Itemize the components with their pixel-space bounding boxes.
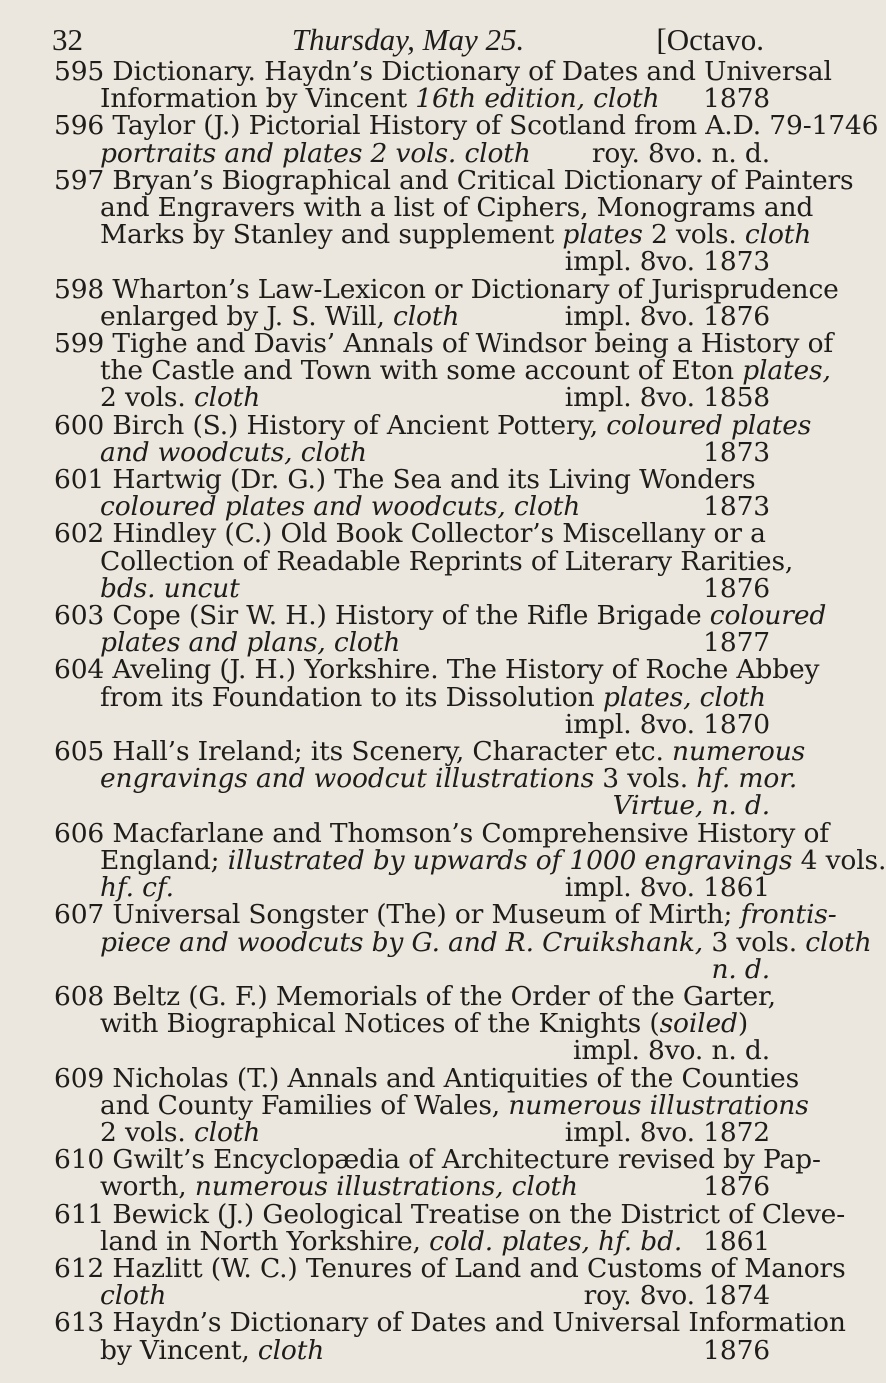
- lot-title: Aveling (J. H.) Yorkshire. The History of Roche Abbey: [112, 654, 820, 686]
- lot-title: Hazlitt (W. C.) Tenures of Land and Customs of Manors: [112, 1252, 846, 1284]
- lot-list: [54, 56, 886, 1366]
- lot-title: Birch (S.) History of Ancient Pottery,: [112, 409, 607, 441]
- lot-title: Beltz (G. F.) Memorials of the Order of the Garter,: [112, 980, 776, 1012]
- lot-text: by Vincent,: [100, 1334, 258, 1366]
- lot-entry: [54, 1062, 809, 1148]
- lot-entry: [54, 273, 839, 332]
- lot-description: portraits and plates 2 vols. cloth: [100, 137, 531, 169]
- lot-title: Universal Songster (The) or Museum of Mirth;: [112, 899, 741, 931]
- lot-description: plates, cloth: [602, 681, 766, 713]
- lot-entry: [54, 654, 820, 740]
- lot-date: 1878: [703, 83, 770, 115]
- lot-title: Taylor (J.) Pictorial History of Scotland from A.D. 79-1746: [112, 110, 879, 142]
- page-number: 32: [52, 22, 83, 57]
- lot-number: 603: [54, 600, 105, 632]
- lot-description: coloured: [709, 600, 827, 632]
- lot-description: and woodcuts, cloth: [100, 436, 367, 468]
- book-format: [Octavo.: [656, 22, 764, 57]
- lot-binding: cloth: [257, 1334, 325, 1366]
- lot-date: impl. 8vo. 1870: [564, 708, 770, 740]
- lot-text: Collection of Readable Reprints of Literary Rarities,: [100, 545, 794, 577]
- lot-number: 595: [54, 56, 105, 87]
- lot-date: roy. 8vo. 1874: [583, 1280, 770, 1312]
- lot-text: with Biographical Notices of the Knights (: [100, 1008, 660, 1040]
- lot-title: Hindley (C.) Old Book Collector’s Miscellany or a: [112, 518, 766, 550]
- lot-text: 3 vols.: [594, 763, 697, 795]
- lot-entry: [54, 56, 832, 115]
- lot-date: impl. 8vo. n. d.: [573, 1035, 770, 1067]
- lot-text: the Castle and Town with some account of Eton: [100, 355, 743, 387]
- lot-title: Tighe and Davis’ Annals of Windsor being a History of: [112, 328, 834, 360]
- lot-entry: [54, 164, 854, 278]
- lot-title: Bewick (J.) Geological Treatise on the District of Cleve-: [112, 1198, 845, 1230]
- lot-text: 2 vols.: [642, 219, 745, 251]
- sale-date: Thursday, May 25.: [291, 22, 525, 57]
- lot-text: worth,: [100, 1171, 195, 1203]
- lot-entry: [54, 899, 872, 985]
- lot-entry: [54, 736, 806, 822]
- lot-title: Hall’s Ireland; its Scenery, Character etc.: [112, 736, 673, 768]
- lot-entry: [54, 518, 794, 604]
- lot-binding: hf. cf.: [100, 872, 174, 904]
- lot-date: 1876: [703, 572, 770, 604]
- lot-description: plates,: [742, 355, 831, 387]
- lot-entry: [54, 817, 886, 904]
- lot-text: 2 vols.: [100, 382, 194, 414]
- lot-number: 600: [54, 409, 105, 441]
- lot-text: 4 vols.: [792, 844, 886, 876]
- lot-date: impl. 8vo. 1872: [564, 1116, 770, 1148]
- lot-title: Macfarlane and Thomson’s Comprehensive History of: [112, 817, 829, 849]
- lot-title: Bryan’s Biographical and Critical Dictionary of Painters: [112, 164, 854, 196]
- lot-date: 1876: [703, 1334, 770, 1366]
- lot-number: 596: [54, 110, 105, 142]
- lot-date: impl. 8vo. 1858: [564, 382, 770, 414]
- lot-entry: [54, 464, 770, 523]
- lot-binding: cloth: [805, 926, 872, 958]
- lot-binding: cloth: [100, 1280, 167, 1312]
- lot-description: plates and plans, cloth: [100, 627, 401, 659]
- lot-text: from its Foundation to its Dissolution: [100, 681, 603, 713]
- lot-publisher: Virtue, n. d.: [612, 790, 770, 822]
- lot-title: Wharton’s Law-Lexicon or Dictionary of Jurisprudence: [112, 273, 839, 305]
- lot-description: cold. plates, hf. bd.: [429, 1225, 683, 1257]
- lot-text: Marks by Stanley and supplement: [100, 219, 563, 251]
- lot-text: Information by Vincent: [100, 83, 416, 115]
- lot-text: England;: [100, 844, 228, 876]
- lot-entry: [54, 600, 827, 659]
- lot-date: impl. 8vo. 1861: [564, 872, 770, 904]
- lot-date: 1873: [703, 491, 770, 523]
- lot-title: Hartwig (Dr. G.) The Sea and its Living Wonders: [112, 464, 756, 496]
- lot-entry: [54, 1307, 846, 1366]
- lot-title: Cope (Sir W. H.) History of the Rifle Brigade: [112, 600, 710, 632]
- lot-description: coloured plates: [606, 409, 812, 441]
- lot-entry: [54, 980, 776, 1067]
- lot-binding: cloth: [193, 382, 261, 414]
- lot-number: 609: [54, 1062, 105, 1094]
- lot-text: 3 vols.: [703, 926, 806, 958]
- lot-number: 598: [54, 273, 105, 305]
- lot-text: ): [737, 1008, 749, 1040]
- lot-number: 611: [54, 1198, 105, 1230]
- lot-entry: [54, 110, 879, 169]
- lot-title: Nicholas (T.) Annals and Antiquities of the Counties: [112, 1062, 800, 1094]
- lot-date: n. d.: [711, 953, 770, 985]
- lot-description: numerous: [672, 736, 806, 768]
- lot-date: impl. 8vo. 1873: [564, 246, 770, 278]
- lot-text: and County Families of Wales,: [100, 1089, 509, 1121]
- lot-text: 2 vols.: [100, 1116, 194, 1148]
- lot-description: numerous illustrations: [508, 1089, 809, 1121]
- lot-date: 1876: [703, 1171, 770, 1203]
- lot-entry: [54, 328, 834, 414]
- lot-binding: cloth: [193, 1116, 261, 1148]
- lot-description: 16th edition, cloth: [415, 83, 660, 115]
- lot-number: 606: [54, 817, 105, 849]
- lot-date: roy. 8vo. n. d.: [591, 137, 770, 169]
- lot-text: land in North Yorkshire,: [100, 1225, 430, 1257]
- lot-date: 1861: [703, 1225, 770, 1257]
- lot-title: Haydn’s Dictionary of Dates and Universal Information: [112, 1307, 846, 1339]
- lot-binding: cloth: [393, 300, 460, 332]
- lot-binding: cloth: [744, 219, 812, 251]
- lot-number: 604: [54, 654, 105, 686]
- lot-date: impl. 8vo. 1876: [564, 300, 770, 332]
- lot-entry: [54, 409, 812, 468]
- lot-number: 602: [54, 518, 105, 550]
- lot-condition: soiled: [659, 1008, 738, 1040]
- lot-title: Dictionary. Haydn’s Dictionary of Dates and Universal: [112, 56, 832, 87]
- lot-date: 1877: [703, 627, 770, 659]
- lot-description: illustrated by upwards of 1000 engravings: [227, 844, 793, 876]
- lot-entry: [54, 1252, 846, 1312]
- lot-number: 613: [54, 1307, 105, 1339]
- lot-title: Gwilt’s Encyclopædia of Architecture revised by Pap-: [112, 1144, 821, 1176]
- lot-description: engravings and woodcut illustrations: [100, 763, 595, 795]
- lot-binding: hf. mor.: [696, 763, 798, 795]
- lot-date: 1873: [703, 436, 770, 468]
- lot-number: 610: [54, 1144, 105, 1176]
- lot-description: frontis-: [740, 899, 837, 931]
- lot-entry: [54, 1198, 845, 1257]
- lot-number: 601: [54, 464, 105, 496]
- lot-number: 605: [54, 736, 105, 768]
- lot-text: and Engravers with a list of Ciphers, Monograms and: [100, 192, 814, 224]
- lot-entry: [54, 1144, 821, 1203]
- lot-text: enlarged by J. S. Will,: [100, 300, 393, 332]
- lot-number: 597: [54, 164, 105, 196]
- lot-number: 612: [54, 1252, 105, 1284]
- lot-description: plates: [562, 219, 643, 251]
- lot-description: piece and woodcuts by G. and R. Cruikshank,: [100, 926, 704, 958]
- lot-number: 608: [54, 980, 105, 1012]
- lot-description: numerous illustrations, cloth: [194, 1171, 578, 1203]
- lot-number: 599: [54, 328, 105, 360]
- lot-description: coloured plates and woodcuts, cloth: [100, 491, 581, 523]
- lot-number: 607: [54, 899, 105, 931]
- lot-binding: bds. uncut: [100, 572, 240, 604]
